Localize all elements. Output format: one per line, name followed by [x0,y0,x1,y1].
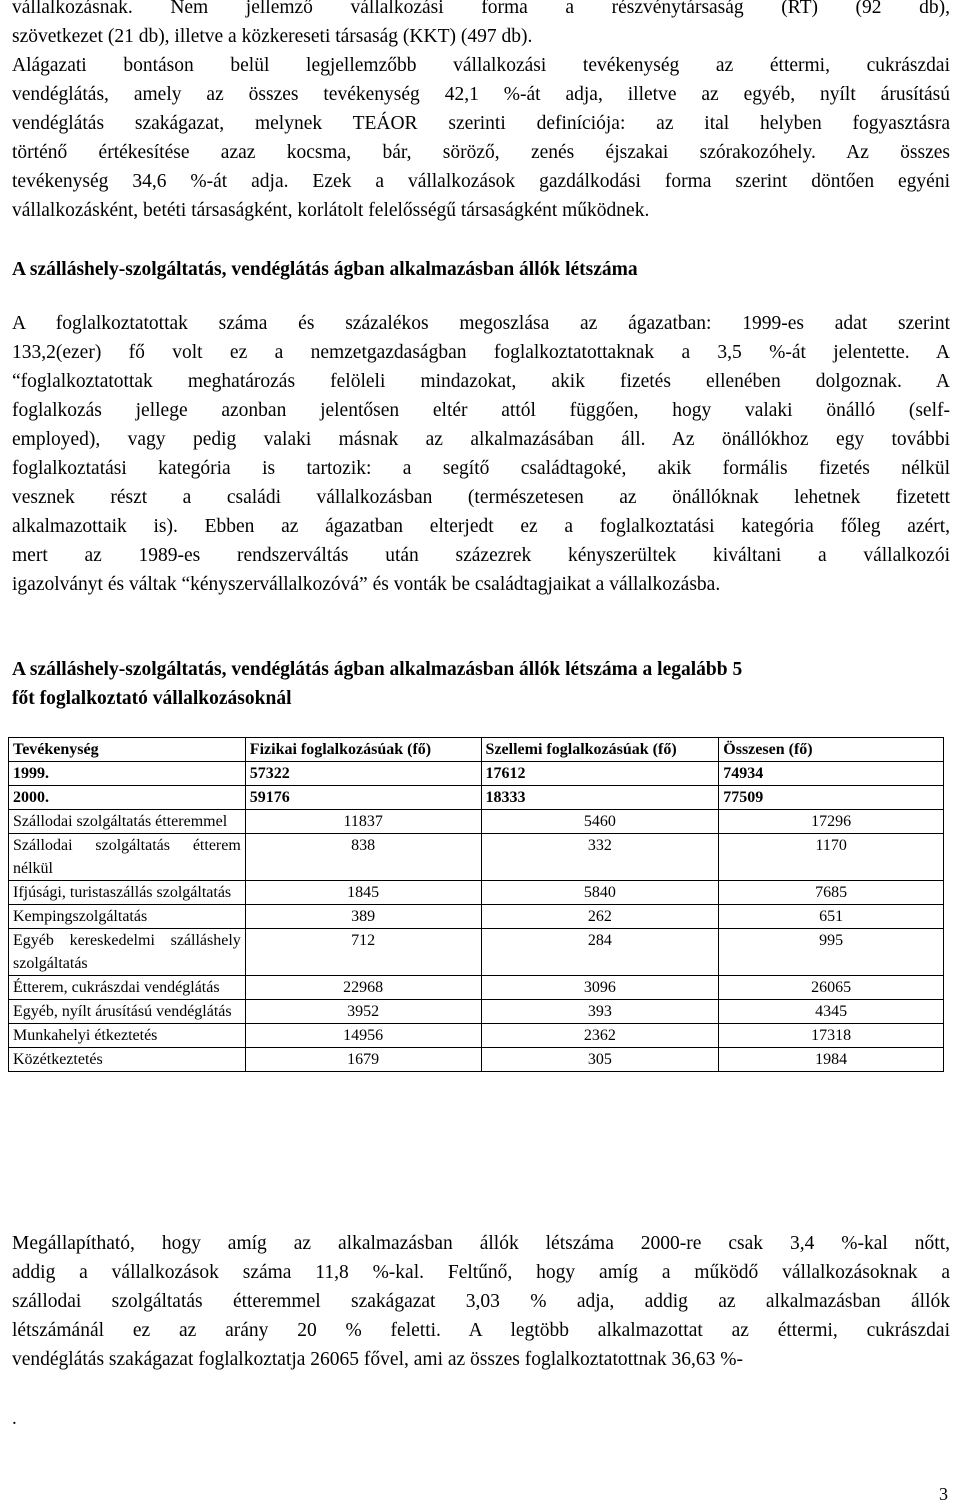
cell-text: Egyéb kereskedelmi szálláshely szolgáltatás [13,932,241,972]
cell-text: 59176 [249,789,290,806]
text-line: tevékenység 34,6 %-át adja. Ezek a vállalkozások gazdálkodási forma szerint döntően egyéni [12,171,950,192]
intellectual-count-cell [481,834,719,881]
cell-text: Étterem, cukrászdai vendéglátás [13,979,220,996]
text-line: mert az 1989-es rendszerváltás után százezrek kényszerültek kiváltani a vállalkozói [12,545,950,566]
intellectual-count-cell [481,810,719,834]
physical-count-cell [245,1048,481,1072]
section-heading: A szálláshely-szolgáltatás, vendéglátás ágban alkalmazásban állók létszáma [12,259,638,280]
activity-cell [9,976,246,1000]
intellectual-count-cell [481,786,719,810]
total-count-cell [719,1048,944,1072]
table-body [9,738,944,1072]
header-text: Szellemi foglalkozásúak (fő) [485,741,677,758]
intellectual-count-cell [481,976,719,1000]
cell-text: 7685 [815,884,848,901]
cell-text: Szállodai szolgáltatás étteremmel [13,813,228,830]
cell-text: 18333 [485,789,526,806]
total-count-cell [719,976,944,1000]
heading-line: főt foglalkoztató vállalkozásoknál [12,688,292,709]
activity-cell [9,1000,246,1024]
table-row [9,786,944,810]
employment-table [8,737,944,1072]
cell-text: 995 [819,932,844,949]
physical-count-cell [245,810,481,834]
cell-text: 14956 [343,1027,384,1044]
cell-text: 5460 [583,813,616,830]
text-line: vállalkozásnak. Nem jellemző vállalkozási forma a részvénytársaság (RT) (92 db), [12,0,950,18]
total-count-cell [719,1000,944,1024]
cell-text: 22968 [343,979,384,996]
intro-paragraph [12,0,950,225]
text-line: vendéglátás szakágazat, melynek TEÁOR szerinti definíciója: az ital helyben fogyasztásra [12,113,950,134]
cell-text: 262 [587,908,612,925]
header-text: Fizikai foglalkozásúak (fő) [249,741,432,758]
cell-text: 11837 [343,813,383,830]
cell-text: 1999. [13,765,49,782]
intellectual-count-cell [481,1000,719,1024]
cell-text: Kempingszolgáltatás [13,908,148,925]
cell-text: 1845 [347,884,380,901]
cell-text: 712 [351,932,376,949]
physical-count-cell [245,905,481,929]
cell-text: 651 [819,908,844,925]
intellectual-count-cell [481,881,719,905]
physical-count-cell [245,1024,481,1048]
cell-text: 332 [587,837,612,854]
cell-text: 77509 [723,789,764,806]
table-heading [12,655,950,713]
cell-text: Egyéb, nyílt árusítású vendéglátás [13,1003,232,1020]
cell-text: 305 [587,1051,612,1068]
intellectual-count-cell [481,905,719,929]
table-row [9,810,944,834]
total-count-cell [719,762,944,786]
table-header-row [9,738,944,762]
text-line: “foglalkoztatottak meghatározás felöleli mindazokat, akik fizetés ellenében dolgoznak. A [12,371,950,392]
activity-cell [9,1048,246,1072]
table-row [9,1024,944,1048]
activity-cell [9,1024,246,1048]
cell-text: 1679 [347,1051,380,1068]
total-count-cell [719,881,944,905]
cell-text: 2000. [13,789,49,806]
text-line: igazolványt és váltak “kényszervállalkozóvá” és vonták be családtagjaikat a vállalkozásba. [12,574,721,595]
cell-text: 3952 [347,1003,380,1020]
cell-text: Szállodai szolgáltatás étterem nélkül [13,837,241,877]
header-cell: Tevékenység [9,738,246,762]
cell-text: 17318 [811,1027,852,1044]
text-line: vesznek részt a családi vállalkozásban (természetesen az önállóknak lehetnek fizetett [12,487,950,508]
table-row [9,929,944,976]
cell-text: 17296 [811,813,852,830]
text-line: A foglalkoztatottak száma és százalékos megoszlása az ágazatban: 1999-es adat szerint [12,313,950,334]
cell-text: Ifjúsági, turistaszállás szolgáltatás [13,884,232,901]
text-line: létszámánál ez az arány 20 % feletti. A legtöbb alkalmazottat az éttermi, cukrászdai [12,1320,950,1341]
table-row [9,976,944,1000]
cell-text: 838 [351,837,376,854]
physical-count-cell [245,762,481,786]
text-line: Alágazati bontáson belül legjellemzőbb vállalkozási tevékenység az éttermi, cukrászdai [12,55,950,76]
physical-count-cell [245,1000,481,1024]
activity-cell [9,762,246,786]
cell-text: 3096 [583,979,616,996]
intellectual-count-cell [481,1048,719,1072]
text-line: 133,2(ezer) fő volt ez a nemzetgazdaságban foglalkoztatottaknak a 3,5 %-át jelentette. A [12,342,950,363]
table-row [9,762,944,786]
cell-text: 57322 [249,765,290,782]
header-cell [245,738,481,762]
activity-cell [9,881,246,905]
cell-text: 1984 [815,1051,848,1068]
heading-line: A szálláshely-szolgáltatás, vendéglátás ágban alkalmazásban állók létszáma a legalább 5 [12,659,743,680]
total-count-cell [719,929,944,976]
activity-cell [9,834,246,881]
intellectual-count-cell [481,1024,719,1048]
text-line: történő értékesítése azaz kocsma, bár, söröző, zenés éjszakai szórakozóhely. Az összes [12,142,950,163]
text-line: vendéglátás szakágazat foglalkoztatja 26065 fővel, ami az összes foglalkoztatottnak 36,63 %- [12,1349,743,1370]
conclusion-paragraph [12,1229,950,1374]
cell-text: 5840 [583,884,616,901]
activity-cell [9,929,246,976]
cell-text: 2362 [583,1027,616,1044]
header-cell [481,738,719,762]
cell-text: 389 [351,908,376,925]
intellectual-count-cell [481,762,719,786]
text-line: alkalmazottaik is). Ebben az ágazatban elterjedt ez a foglalkoztatási kategória főleg azért, [12,516,950,537]
cell-text: 284 [587,932,612,949]
text-line: vállalkozásként, betéti társaságként, korlátolt felelősségű társaságként működnek. [12,200,650,221]
table-row [9,1000,944,1024]
total-count-cell [719,1024,944,1048]
total-count-cell [719,810,944,834]
stray-dot: . [12,1408,17,1429]
page-number: 3 [939,1484,948,1504]
physical-count-cell [245,834,481,881]
total-count-cell [719,786,944,810]
physical-count-cell [245,929,481,976]
text-line: vendéglátás, amely az összes tevékenység 42,1 %-át adja, illetve az egyéb, nyílt árusítású [12,84,950,105]
text-line: employed), vagy pedig valaki másnak az alkalmazásában áll. Az önállókhoz egy további [12,429,950,450]
header-cell: Összesen (fő) [719,738,944,762]
physical-count-cell [245,881,481,905]
text-line: foglalkoztatási kategória is tartozik: a segítő családtagoké, akik formális fizetés nélkül [12,458,950,479]
total-count-cell [719,905,944,929]
table-row [9,881,944,905]
text-line: Megállapítható, hogy amíg az alkalmazásban állók létszáma 2000-re csak 3,4 %-kal nőtt, [12,1233,950,1254]
text-line: addig a vállalkozások száma 11,8 %-kal. Feltűnő, hogy amíg a működő vállalkozásoknak a [12,1262,950,1283]
cell-text: 17612 [485,765,526,782]
cell-text: Munkahelyi étkeztetés [13,1027,158,1044]
activity-cell [9,810,246,834]
activity-cell [9,905,246,929]
table-row [9,834,944,881]
cell-text: 393 [587,1003,612,1020]
cell-text: 1170 [815,837,847,854]
total-count-cell [719,834,944,881]
table-row [9,1048,944,1072]
intellectual-count-cell [481,929,719,976]
cell-text: 4345 [815,1003,848,1020]
activity-cell [9,786,246,810]
physical-count-cell [245,976,481,1000]
text-line: szállodai szolgáltatás étteremmel szakágazat 3,03 % adja, addig az alkalmazásban állók [12,1291,950,1312]
physical-count-cell [245,786,481,810]
table-row [9,905,944,929]
employment-paragraph [12,309,950,599]
cell-text: 26065 [811,979,852,996]
text-line: szövetkezet (21 db), illetve a közkereseti társaság (KKT) (497 db). [12,26,533,47]
cell-text: Közétkeztetés [13,1051,103,1068]
cell-text: 74934 [723,765,764,782]
text-line: foglalkozás jellege azonban jelentősen eltér attól függően, hogy valaki önálló (self- [12,400,950,421]
